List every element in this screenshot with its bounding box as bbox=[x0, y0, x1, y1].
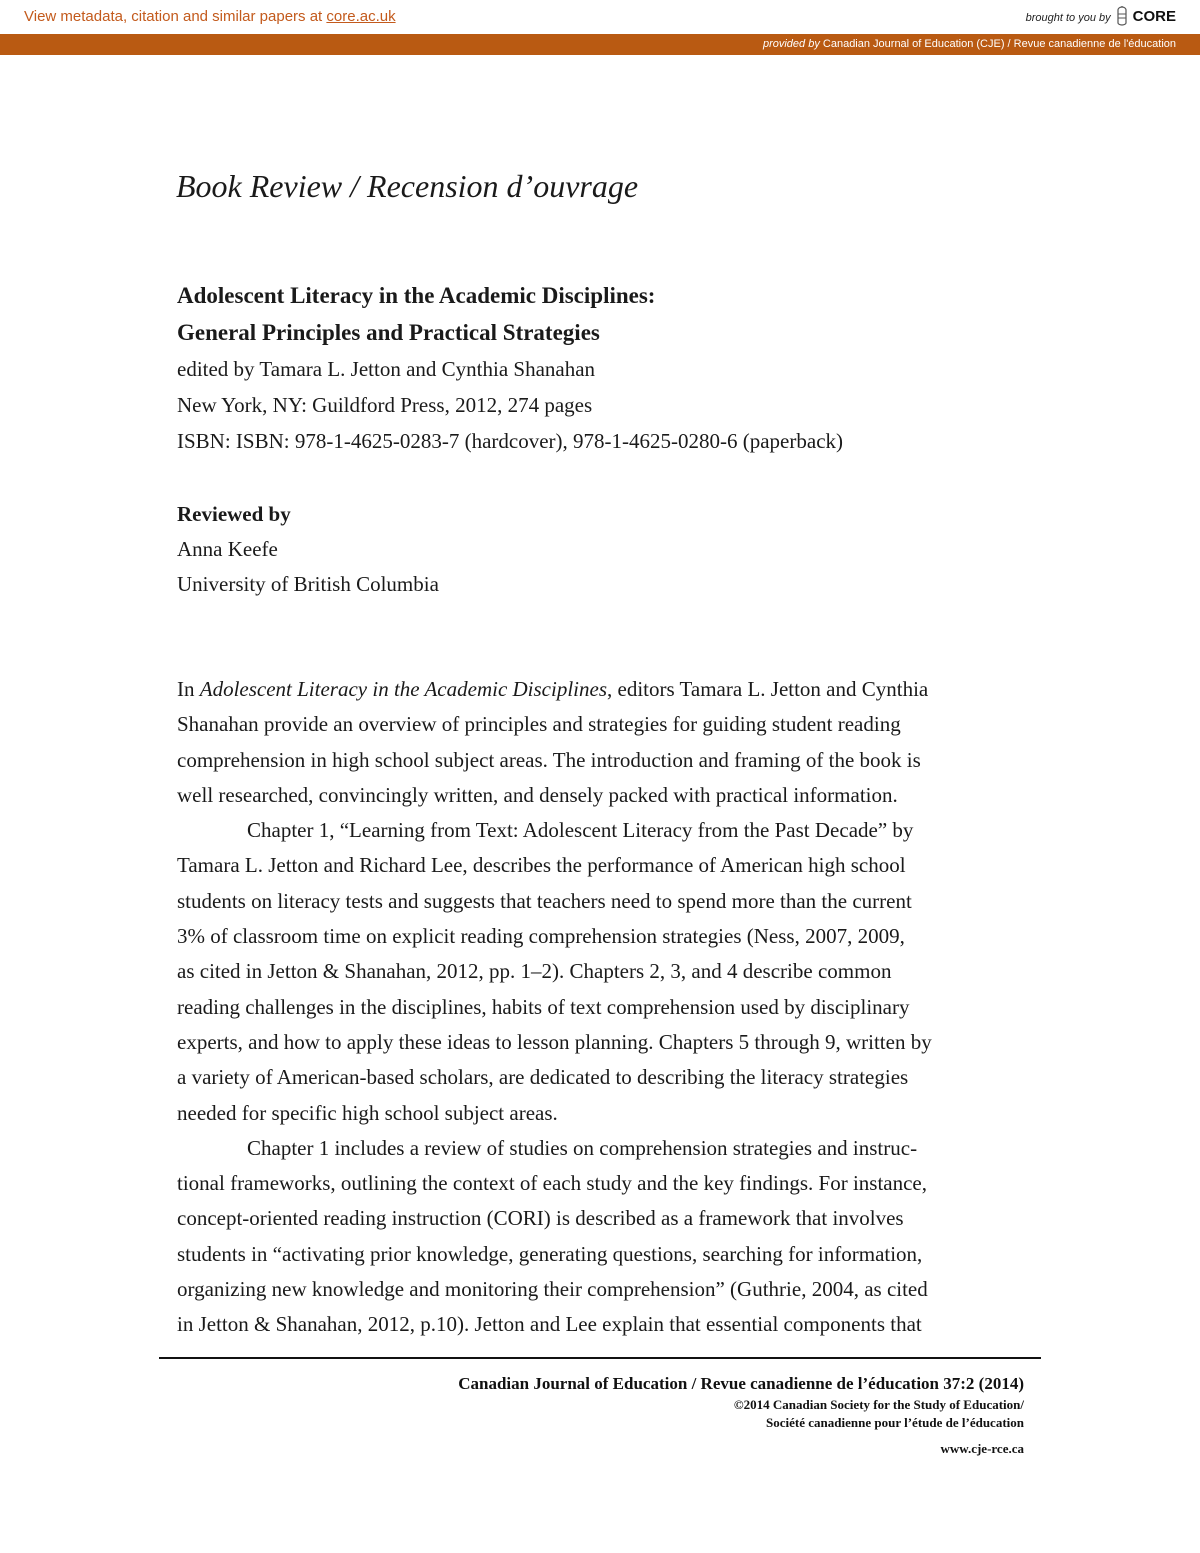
reviewed-by-label: Reviewed by bbox=[177, 502, 291, 526]
book-info bbox=[177, 277, 1037, 459]
core-logo-icon bbox=[1115, 6, 1129, 26]
body-line: comprehension in high school subject areas. The introduction and framing of the book is bbox=[177, 747, 921, 772]
body-line: as cited in Jetton & Shanahan, 2012, pp. 1–2). Chapters 2, 3, and 4 describe common bbox=[177, 959, 892, 984]
provided-by-source[interactable]: Canadian Journal of Education (CJE) / Revue canadienne de l'éducation bbox=[822, 38, 1176, 50]
body-line: organizing new knowledge and monitoring their comprehension” (Guthrie, 2004, as cited bbox=[177, 1277, 928, 1302]
journal-footer bbox=[458, 1372, 1024, 1458]
body-text-line1-rest: , editors Tamara L. Jetton and Cynthia bbox=[607, 677, 929, 701]
body-line: in Jetton & Shanahan, 2012, p.10). Jetton and Lee explain that essential components that bbox=[177, 1312, 922, 1337]
body-line: students in “activating prior knowledge, generating questions, searching for information, bbox=[177, 1241, 923, 1266]
core-metadata-link[interactable] bbox=[24, 8, 396, 25]
core-brand-name: CORE bbox=[1132, 7, 1176, 25]
provided-by-text[interactable] bbox=[763, 38, 1176, 50]
body-book-title: Adolescent Literacy in the Academic Disciplines bbox=[199, 677, 608, 701]
body-line: needed for specific high school subject areas. bbox=[177, 1100, 558, 1125]
section-heading: Book Review / Recension d’ouvrage bbox=[176, 168, 639, 204]
core-provided-by-bar bbox=[0, 34, 1200, 55]
footer-divider bbox=[159, 1357, 1041, 1359]
body-line: Tamara L. Jetton and Richard Lee, describes the performance of American high school bbox=[177, 853, 906, 878]
book-isbn: ISBN: ISBN: 978-1-4625-0283-7 (hardcover), 978-1-4625-0280-6 (paperback) bbox=[177, 429, 844, 453]
body-line: Chapter 1, “Learning from Text: Adolescent Literacy from the Past Decade” by bbox=[247, 818, 914, 843]
journal-website[interactable]: www.cje-rce.ca bbox=[940, 1441, 1024, 1456]
book-title-line-2: General Principles and Practical Strategies bbox=[177, 320, 600, 345]
copyright-line-2: Société canadienne pour l’étude de l’éducation bbox=[766, 1415, 1024, 1430]
review-body bbox=[177, 672, 1027, 1343]
body-line: a variety of American-based scholars, are dedicated to describing the literacy strategies bbox=[177, 1065, 909, 1090]
body-line: tional frameworks, outlining the context of each study and the key findings. For instance, bbox=[177, 1171, 927, 1196]
body-text-in: In bbox=[177, 677, 200, 701]
core-header bbox=[0, 0, 1200, 34]
reviewer-block bbox=[177, 497, 439, 602]
provided-by-label: provided by bbox=[762, 38, 820, 50]
body-line: experts, and how to apply these ideas to lesson planning. Chapters 5 through 9, written by bbox=[177, 1029, 932, 1054]
core-ac-uk-link[interactable]: core.ac.uk bbox=[326, 8, 396, 25]
book-editors: edited by Tamara L. Jetton and Cynthia Shanahan bbox=[177, 357, 596, 381]
body-line: 3% of classroom time on explicit reading comprehension strategies (Ness, 2007, 2009, bbox=[177, 924, 905, 949]
body-line: well researched, convincingly written, and densely packed with practical information. bbox=[177, 782, 898, 807]
copyright-line-1: ©2014 Canadian Society for the Study of Education/ bbox=[733, 1397, 1024, 1412]
book-title-line-1: Adolescent Literacy in the Academic Disciplines: bbox=[177, 283, 656, 308]
body-line: Shanahan provide an overview of principles and strategies for guiding student reading bbox=[177, 712, 901, 737]
journal-citation: Canadian Journal of Education / Revue canadienne de l’éducation 37:2 (2014) bbox=[458, 1374, 1024, 1393]
core-brand[interactable] bbox=[1026, 6, 1176, 26]
reviewer-affiliation: University of British Columbia bbox=[177, 572, 439, 596]
reviewer-name: Anna Keefe bbox=[177, 537, 278, 561]
body-line: students on literacy tests and suggests that teachers need to spend more than the current bbox=[177, 888, 912, 913]
book-publisher: New York, NY: Guildford Press, 2012, 274 pages bbox=[177, 393, 593, 417]
body-line: concept-oriented reading instruction (CORI) is described as a framework that involves bbox=[177, 1206, 904, 1231]
body-line bbox=[177, 672, 1027, 707]
core-metadata-link-prefix[interactable]: View metadata, citation and similar papers at bbox=[24, 8, 327, 25]
body-line: reading challenges in the disciplines, habits of text comprehension used by disciplinary bbox=[177, 994, 910, 1019]
brought-to-you-by-label: brought to you by bbox=[1025, 12, 1111, 24]
body-line: Chapter 1 includes a review of studies on comprehension strategies and instruc- bbox=[247, 1135, 918, 1160]
